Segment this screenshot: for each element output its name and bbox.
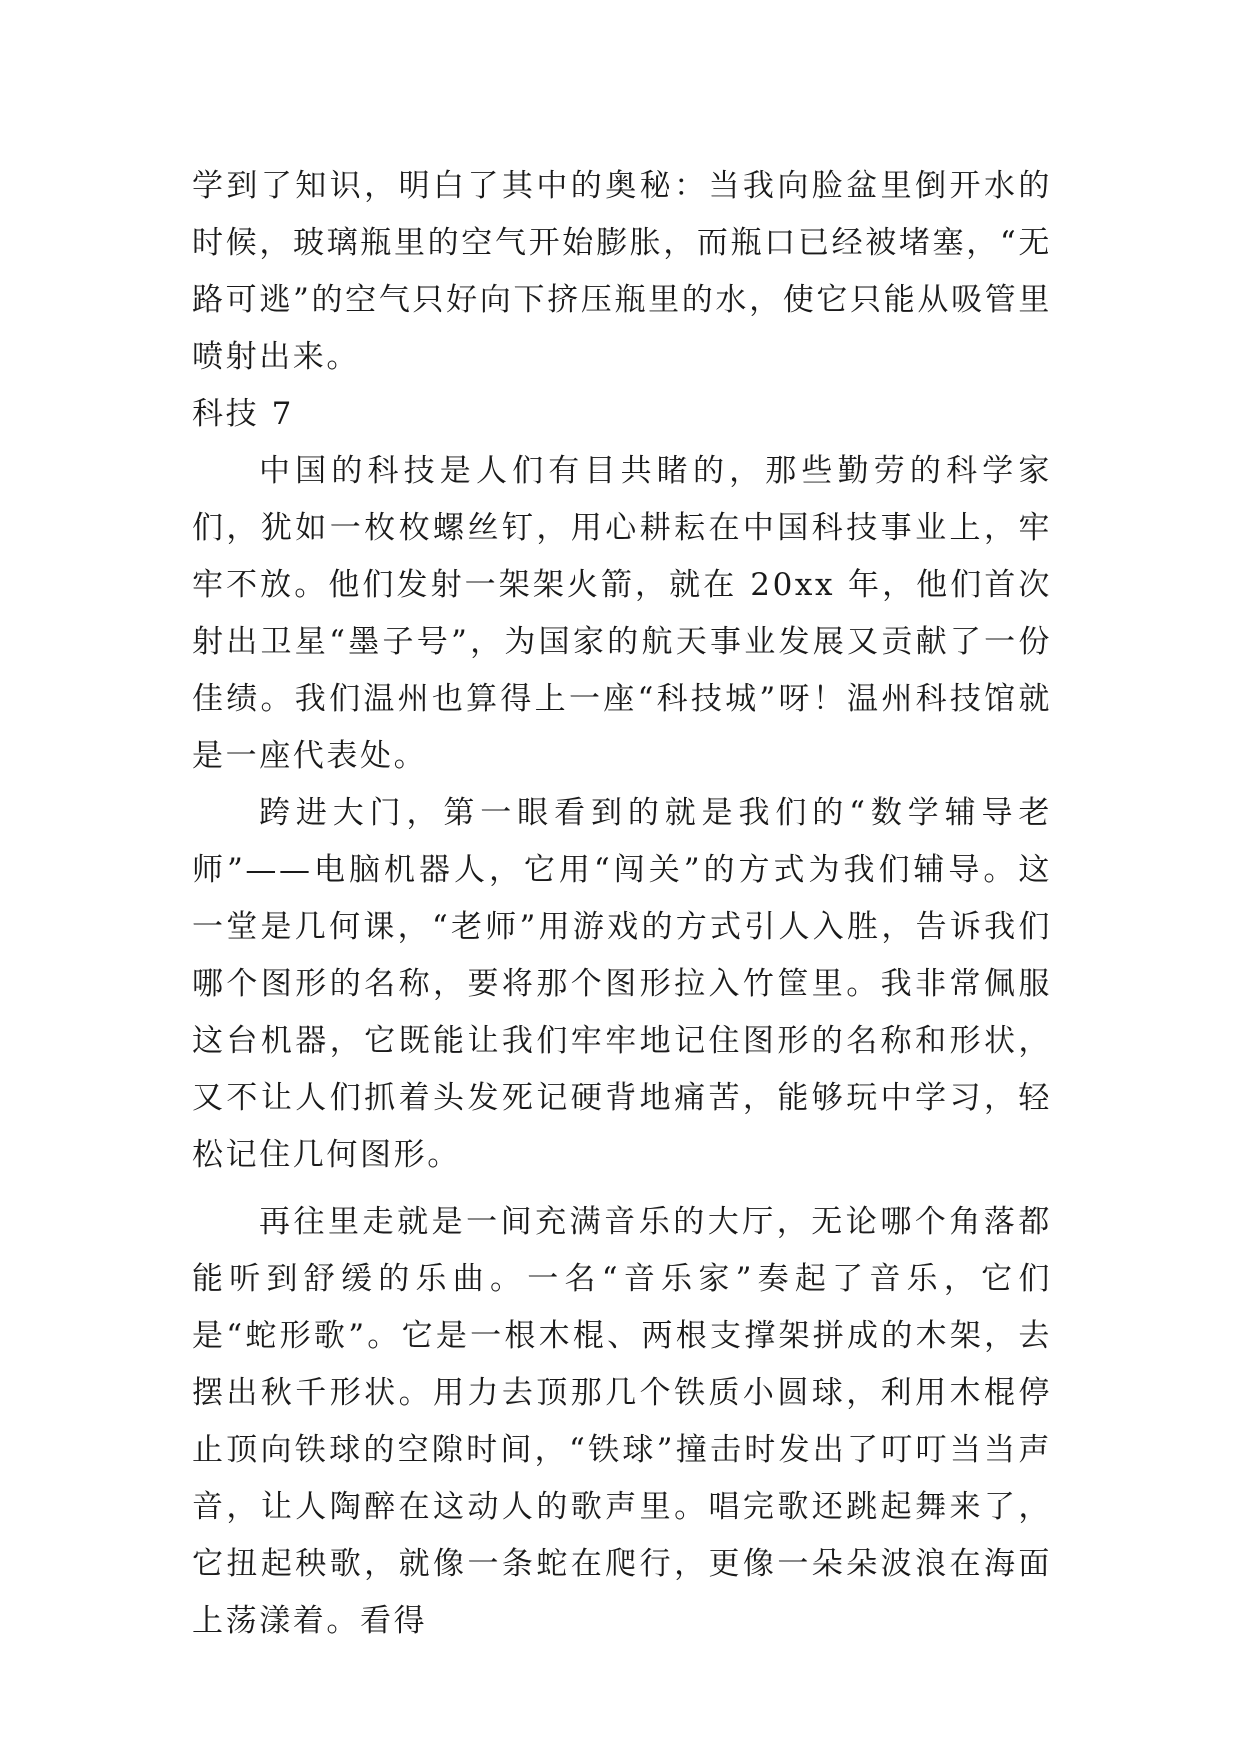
- section-title: 科技 7: [192, 396, 294, 432]
- paragraph-3: 再往里走就是一间充满音乐的大厅，无论哪个角落都能听到舒缓的乐曲。一名“音乐家”奏起了音乐，它们是“蛇形歌”。它是一根木棍、两根支撑架拼成的木架，去摆出秋千形状。用力去顶那几个铁质小圆球，利用木棍停止顶向铁球的空隙时间，“铁球”撞击时发出了叮叮当当声音，让人陶醉在这动人的歌声里。唱完歌还跳起舞来了，它扭起秧歌，就像一条蛇在爬行，更像一朵朵波浪在海面上荡漾着。看得: [192, 1204, 1052, 1639]
- paragraph-1: 中国的科技是人们有目共睹的，那些勤劳的科学家们，犹如一枚枚螺丝钉，用心耕耘在中国科技事业上，牢牢不放。他们发射一架架火箭，就在 20xx 年，他们首次射出卫星“墨子号”，为国家的航天事业发展又贡献了一份佳绩。我们温州也算得上一座“科技城”呀！温州科技馆就是一座代表处。: [192, 453, 1052, 774]
- paragraph-2: 跨进大门，第一眼看到的就是我们的“数学辅导老师”——电脑机器人，它用“闯关”的方式为我们辅导。这一堂是几何课，“老师”用游戏的方式引人入胜，告诉我们哪个图形的名称，要将那个图形拉入竹筐里。我非常佩服这台机器，它既能让我们牢牢地记住图形的名称和形状，又不让人们抓着头发死记硬背地痛苦，能够玩中学习，轻松记住几何图形。: [192, 795, 1052, 1173]
- paragraph-continued: 学到了知识，明白了其中的奥秘：当我向脸盆里倒开水的时候，玻璃瓶里的空气开始膨胀，而瓶口已经被堵塞，“无路可逃”的空气只好向下挤压瓶里的水，使它只能从吸管里喷射出来。: [192, 168, 1052, 375]
- document-body: [192, 158, 1052, 1650]
